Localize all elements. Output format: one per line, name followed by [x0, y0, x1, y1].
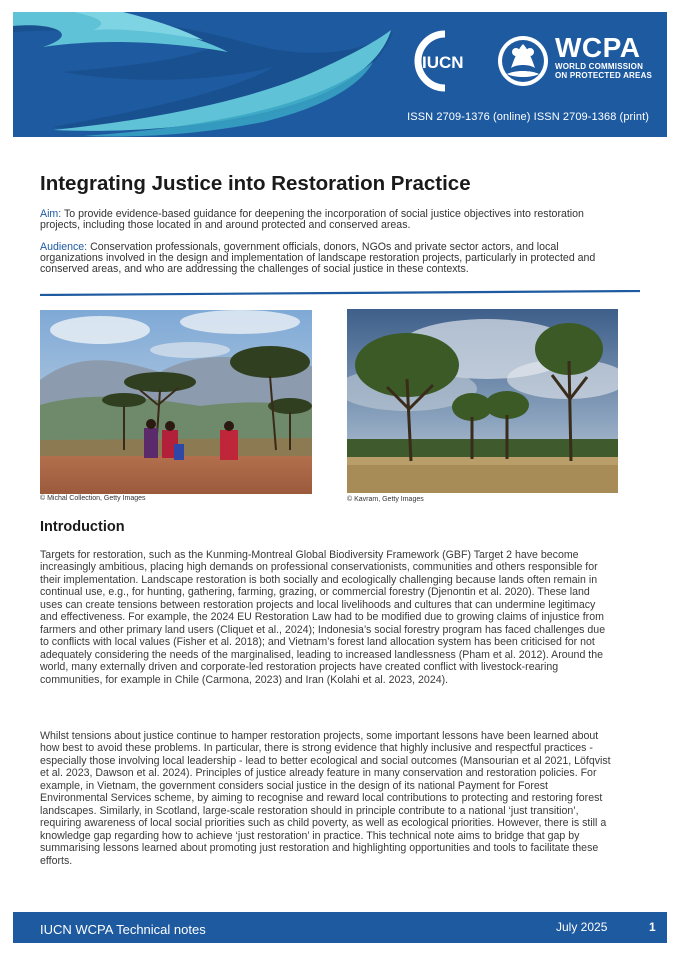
audience-paragraph [40, 242, 596, 276]
photo-savanna-people [40, 310, 312, 494]
audience-label: Audience: [40, 241, 88, 253]
header-banner [13, 12, 667, 137]
wcpa-logo-text: WCPA [555, 32, 641, 63]
iucn-logo [405, 28, 471, 94]
wcpa-subtitle-line1: WORLD COMMISSION [555, 62, 644, 71]
issn-line: ISSN 2709-1376 (online) ISSN 2709-1368 (print) [407, 111, 649, 123]
photo-credit-2: © Kavram, Getty Images [347, 496, 424, 503]
series-name [40, 922, 206, 937]
photo-savanna-trees [347, 309, 618, 493]
photo-credit-1: © Michal Collection, Getty Images [40, 495, 146, 502]
aim-text: To provide evidence-based guidance for deepening the incorporation of social justice objectives into restoration projects, including those located in and around protected and conserved areas. [40, 208, 584, 232]
audience-text: Conservation professionals, government officials, donors, NGOs and private sector actors, and local organizations involved in the design and implementation of landscape restoration projects, particularly in protected and conserved areas, and who are addressing the challenges of social justice in these contexts. [40, 241, 596, 276]
series-name-bold: IUCN WCPA [40, 922, 113, 937]
wcpa-subtitle-line2: ON PROTECTED AREAS [555, 71, 653, 80]
publication-date: July 2025 [556, 920, 608, 934]
document-title: Integrating Justice into Restoration Practice [40, 172, 471, 195]
introduction-paragraph-2: Whilst tensions about justice continue to hamper restoration projects, some important lessons have been learned about how best to avoid these problems. In particular, there is strong evidence that highly inclusive and respectful practices - especially those involving local leadership - lead to better ecological and social outcomes (Mansourian et al 2021, Löfqvist et al. 2023, Dawson et al. 2024). Principles of justice already feature in many conservation and restoration policies. For example, in Vietnam, the government considers social justice in the design of its national Payment for Forest Environmental Services scheme, by aiming to recognise and reward local contributions to protecting and restoring forest landscapes. Similarly, in Scotland, large-scale restoration should in principle contribute to a national ‘just transition’, requiring awareness of local social priorities such as child poverty, as well as ecological priorities. However, there is still a knowledge gap regarding how to achieve ‘just restoration’ in practice. This technical note aims to bridge that gap by summarising lessons learned about promoting just restoration and highlighting opportunities and tools to facilitate these efforts. [40, 730, 611, 867]
series-name-rest: Technical notes [112, 922, 206, 937]
aim-paragraph [40, 209, 596, 231]
wcpa-wordmark [555, 34, 652, 80]
introduction-paragraph-1: Targets for restoration, such as the Kunming-Montreal Global Biodiversity Framework (GBF) Target 2 have become increasingly ambitious, placing high demands on professional conservationists, communities and others responsible for their implementation. Landscape restoration is both socially and ecologically challenging because lands often remain in continual use, e.g., for hunting, gathering, farming, grazing, or commercial forestry (Djenontin et al. 2020). These land uses can create tensions between restoration projects and local livelihoods and cultures that can undermine legitimacy and effectiveness. For example, the 2024 EU Restoration Law had to be modified due to growing claims of injustice from farmers and other primary land users (Cliquet et al., 2024); Indonesia’s social forestry program has faced challenges due to conflicts with local values (Fisher et al. 2018); and Vietnam’s forest land allocation system has been criticised for not adequately considering the needs of the marginalised, leading to increased landlessness (Pham et al. 2012). Around the world, many externally driven and corporate-led restoration projects have created conflict with livestock-rearing communities, for example in Chile (Carmona, 2023) and Iran (Kolahi et al. 2023, 2024). [40, 549, 606, 686]
aim-label: Aim: [40, 208, 62, 220]
footer-bar [13, 912, 667, 943]
introduction-heading: Introduction [40, 519, 125, 535]
svg-text:IUCN: IUCN [422, 53, 464, 72]
section-divider [40, 290, 640, 296]
page-number: 1 [649, 920, 656, 934]
